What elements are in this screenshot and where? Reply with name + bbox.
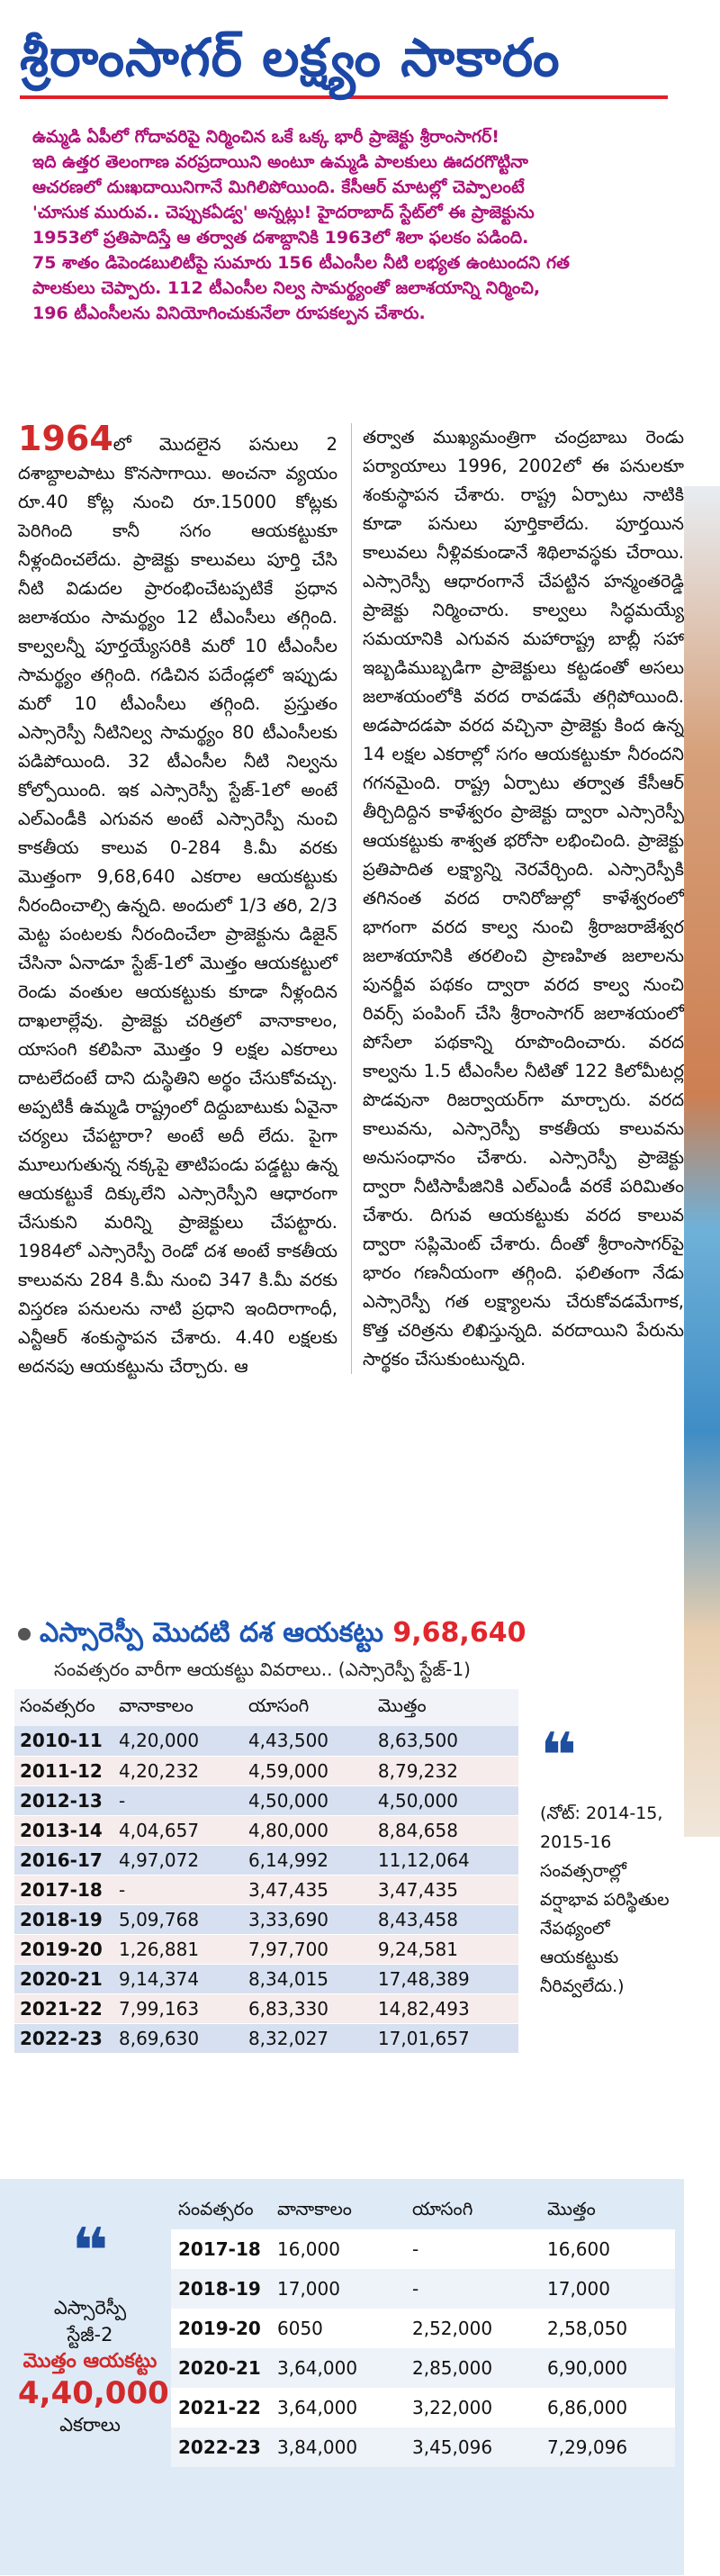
article-column-left xyxy=(18,419,338,1381)
stage1-note xyxy=(522,1719,684,2116)
value-cell: 6,14,992 xyxy=(243,1845,373,1875)
year-cell: 2011-12 xyxy=(14,1756,113,1785)
value-cell: 3,45,096 xyxy=(405,2427,540,2467)
value-cell: 9,24,581 xyxy=(373,1934,518,1964)
table-row xyxy=(14,1815,518,1845)
table-row xyxy=(171,2348,675,2388)
value-cell: 4,50,000 xyxy=(373,1785,518,1815)
year-cell: 2018-19 xyxy=(14,1904,113,1934)
table-row xyxy=(14,1904,518,1934)
stage1-title xyxy=(18,1612,684,1655)
value-cell: 11,12,064 xyxy=(373,1845,518,1875)
value-cell: 4,97,072 xyxy=(113,1845,243,1875)
year-cell: 2010-11 xyxy=(14,1726,113,1756)
stage2-summary xyxy=(18,2214,169,2438)
intro-paragraph xyxy=(18,115,675,335)
value-cell: 6,86,000 xyxy=(540,2388,675,2427)
year-cell: 2019-20 xyxy=(171,2309,270,2348)
stage2-total-label: మొత్తం ఆయకట్టు xyxy=(22,2350,158,2373)
value-cell: 8,84,658 xyxy=(373,1815,518,1845)
table-row xyxy=(14,1934,518,1964)
bullet-icon xyxy=(18,1628,31,1641)
table-row xyxy=(171,2427,675,2467)
value-cell: 8,34,015 xyxy=(243,1964,373,1993)
year-cell: 2022-23 xyxy=(171,2427,270,2467)
value-cell: 2,85,000 xyxy=(405,2348,540,2388)
year-cell: 2017-18 xyxy=(171,2229,270,2269)
value-cell: 8,69,630 xyxy=(113,2023,243,2053)
value-cell: 7,99,163 xyxy=(113,1993,243,2023)
stage2-unit: ఎకరాలు xyxy=(59,2414,121,2436)
value-cell: 4,20,232 xyxy=(113,1756,243,1785)
value-cell: 4,80,000 xyxy=(243,1815,373,1845)
column-header: మొత్తం xyxy=(373,1689,518,1726)
value-cell: 3,47,435 xyxy=(243,1875,373,1904)
article-right-text: తర్వాత ముఖ్యమంత్రిగా చంద్రబాబు రెండు పర్యాయాలు 1996, 2002లో ఈ పనులకూ శంకుస్థాపన చేశారు. రాష్ట్ర ఏర్పాటు నాటికి కూడా పనులు పూర్తికాలేదు. పూర్తయిన కాలువలు నీళ్లివకుండానే శిథిలావస్థకు చేరాయి. ఎస్సారెస్పీ ఆధారంగానే చేపట్టిన హన్మంతరెడ్డి ప్రాజెక్టు నిర్మించారు. కాల్వలు సిద్ధమయ్యే సమయానికి ఎగువన మహారాష్ట్ర బాబ్లీ సహా ఇబ్బడిముబ్బడిగా ప్రాజెక్టులు కట్టడంతో అసలు జలాశయంలోకి వరద రావడమే తగ్గిపోయింది. అడపాదడపా వరద వచ్చినా ప్రాజెక్టు కింద ఉన్న 14 లక్షల ఎకరాల్లో సగం ఆయకట్టుకూ నీరందని గగనమైంది. రాష్ట్ర ఏర్పాటు తర్వాత కేసీఆర్ తీర్చిదిద్దిన కాళేశ్వరం ప్రాజెక్టు ద్వారా ఎస్సారెస్పీ ఆయకట్టుకు శాశ్వత భరోసా లభించింది. ప్రాజెక్టు ప్రతిపాదిత లక్ష్యాన్ని నెరవేర్చింది. ఎస్సారెస్పీకి తగినంత వరద రానిరోజుల్లో కాళేశ్వరంలో భాగంగా వరద కాల్వ నుంచి శ్రీరాజరాజేశ్వర జలాశయానికి తరలించి ప్రాణహిత జలాలను పునర్జీవ పథకం ద్వారా వరద కాల్వ నుంచి రివర్స్ పంపింగ్ చేసి శ్రీరాంసాగర్ జలాశయంలో పోసేలా పథకాన్ని రూపొందించారు. వరద కాల్వను 1.5 టీఎంసీల నీటితో 122 కిలోమీటర్ల పొడవునా రిజర్వాయర్‌గా మార్చారు. వరద కాలువను, ఎస్సారెస్పీ కాకతీయ కాలువను అనుసంధానం చేశారు. ఎస్సారెస్పీ ప్రాజెక్టు ద్వారా నీటిసాపీజినికి ఎల్ఎండీ వరకే పరిమితం చేశారు. దిగువ ఆయకట్టుకు వరద కాలువ ద్వారా సప్లిమెంట్ చేశారు. దీంతో శ్రీరాంసాగర్‌పై భారం గణనీయంగా తగ్గింది. ఫలితంగా నేడు ఎస్సారెస్పీ గత లక్ష్యాలను చేరుకోవడమేగాక, కొత్త చరిత్రను లిఖిస్తున్నది. వరదాయిని పేరును సార్థకం చేసుకుంటున్నది. xyxy=(363,427,684,1369)
table-row xyxy=(14,1964,518,1993)
value-cell: 16,000 xyxy=(270,2229,405,2269)
table-row xyxy=(14,1845,518,1875)
table-row xyxy=(14,1785,518,1815)
value-cell: 3,64,000 xyxy=(270,2348,405,2388)
intro-line: 75 శాతం డిపెండబులిటీపై సుమారు 156 టీఎంసీల నీటి లభ్యత ఉంటుందని గత xyxy=(32,253,570,273)
table-row xyxy=(14,1726,518,1756)
value-cell: 2,58,050 xyxy=(540,2309,675,2348)
value-cell: 2,52,000 xyxy=(405,2309,540,2348)
quote-icon: ❝ xyxy=(71,2214,109,2288)
stage2-label: ఎస్సారెస్పీ xyxy=(53,2297,127,2318)
stage1-title-text: ఎస్సారెస్పీ మొదటి దశ ఆయకట్టు xyxy=(40,1617,383,1649)
value-cell: 4,04,657 xyxy=(113,1815,243,1845)
value-cell: 6050 xyxy=(270,2309,405,2348)
year-cell: 2016-17 xyxy=(14,1845,113,1875)
intro-line: ఆచరణలో దుఃఖదాయినిగానే మిగిలిపోయింది. కేసీఆర్ మాటల్లో చెప్పాలంటే xyxy=(32,177,525,197)
value-cell: 16,600 xyxy=(540,2229,675,2269)
column-header: సంవత్సరం xyxy=(178,2197,254,2219)
intro-line: ఉమ్మడి ఏపీలో గోదావరిపై నిర్మించిన ఒకే ఒక్క భారీ ప్రాజెక్టు శ్రీరాంసాగర్! xyxy=(32,127,500,147)
column-header: వానాకాలం xyxy=(277,2197,352,2219)
table-row xyxy=(14,1875,518,1904)
table-row xyxy=(171,2388,675,2427)
value-cell: 4,20,000 xyxy=(113,1726,243,1756)
table-row xyxy=(14,1756,518,1785)
value-cell: 17,48,389 xyxy=(373,1964,518,1993)
headline: శ్రీరాంసాగర్ లక్ష్యం సాకారం xyxy=(20,16,668,99)
table-header-row xyxy=(14,1689,518,1726)
value-cell: 3,84,000 xyxy=(270,2427,405,2467)
value-cell: 17,000 xyxy=(540,2269,675,2309)
value-cell: 4,59,000 xyxy=(243,1756,373,1785)
right-margin xyxy=(684,0,720,2576)
value-cell: 17,01,657 xyxy=(373,2023,518,2053)
year-cell: 2020-21 xyxy=(14,1964,113,1993)
value-cell: 8,63,500 xyxy=(373,1726,518,1756)
value-cell: 7,29,096 xyxy=(540,2427,675,2467)
value-cell: 1,26,881 xyxy=(113,1934,243,1964)
year-cell: 2022-23 xyxy=(14,2023,113,2053)
value-cell: 3,22,000 xyxy=(405,2388,540,2427)
value-cell: - xyxy=(113,1785,243,1815)
year-cell: 2021-22 xyxy=(14,1993,113,2023)
column-header: మొత్తం xyxy=(547,2197,596,2219)
note-text: (నోట్: 2014-15, 2015-16 సంవత్సరాల్లో వర్షాభావ పరిస్థితుల నేపథ్యంలో ఆయకట్టుకు నీరివ్వలేదు.) xyxy=(540,1803,670,1996)
article-column-right xyxy=(351,423,684,1374)
table-header-row xyxy=(171,2192,675,2229)
quote-icon: ❝ xyxy=(540,1719,578,1793)
value-cell: 14,82,493 xyxy=(373,1993,518,2023)
stage2-table xyxy=(171,2192,675,2467)
value-cell: 4,43,500 xyxy=(243,1726,373,1756)
value-cell: 6,83,330 xyxy=(243,1993,373,2023)
value-cell: 8,79,232 xyxy=(373,1756,518,1785)
year-cell: 2013-14 xyxy=(14,1815,113,1845)
year-cell: 2020-21 xyxy=(171,2348,270,2388)
stage2-total-value: 4,40,000 xyxy=(18,2375,169,2411)
beach-photo xyxy=(684,486,720,1837)
table-row xyxy=(171,2229,675,2269)
value-cell: 9,14,374 xyxy=(113,1964,243,1993)
stage2-label-stage: స్టేజీ-2 xyxy=(67,2324,113,2346)
intro-line: పాలకులు చెప్పారు. 112 టీఎంసీల నిల్వ సామర్థ్యంతో జలాశయాన్ని నిర్మించి, xyxy=(32,278,541,298)
column-header: వానాకాలం xyxy=(113,1689,243,1726)
table-row xyxy=(171,2269,675,2309)
stage1-title-number: 9,68,640 xyxy=(392,1617,526,1649)
column-header: యాసంగి xyxy=(412,2197,473,2219)
value-cell: - xyxy=(405,2229,540,2269)
year-cell: 2018-19 xyxy=(171,2269,270,2309)
value-cell: - xyxy=(113,1875,243,1904)
value-cell: 3,47,435 xyxy=(373,1875,518,1904)
value-cell: 5,09,768 xyxy=(113,1904,243,1934)
table-row xyxy=(14,1993,518,2023)
year-cell: 2021-22 xyxy=(171,2388,270,2427)
stage1-subtitle: సంవత్సరం వారీగా ఆయకట్టు వివరాలు.. (ఎస్సారెస్పీ స్టేజ్-1) xyxy=(54,1659,471,1680)
value-cell: 3,33,690 xyxy=(243,1904,373,1934)
stage1-table xyxy=(14,1689,518,2054)
value-cell: 7,97,700 xyxy=(243,1934,373,1964)
column-header: యాసంగి xyxy=(243,1689,373,1726)
table-row xyxy=(14,2023,518,2053)
value-cell: - xyxy=(405,2269,540,2309)
value-cell: 4,50,000 xyxy=(243,1785,373,1815)
intro-line: 196 టీఎంసీలను వినియోగించుకునేలా రూపకల్పన చేశారు. xyxy=(32,303,426,323)
value-cell: 8,43,458 xyxy=(373,1904,518,1934)
year-cell: 2012-13 xyxy=(14,1785,113,1815)
year-cell: 2017-18 xyxy=(14,1875,113,1904)
table-row xyxy=(171,2309,675,2348)
value-cell: 6,90,000 xyxy=(540,2348,675,2388)
intro-line: 'చూసుక మురువ.. చెప్పుకఏడ్వ' అన్నట్లు! హైదరాబాద్ స్టేట్‌లో ఈ ప్రాజెక్టును xyxy=(32,203,535,222)
column-header: సంవత్సరం xyxy=(14,1689,113,1726)
intro-line: 1953లో ప్రతిపాదిస్తే ఆ తర్వాత దశాబ్దానికి 1963లో శిలా ఫలకం పడింది. xyxy=(32,228,529,248)
article-left-text: లో మొదలైన పనులు 2 దశాబ్దాలపాటు కొనసాగాయి. అంచనా వ్యయం రూ.40 కోట్ల నుంచి రూ.15000 కోట్లకు పెరిగింది కానీ సగం ఆయకట్టుకూ నీళ్లందించలేదు. ప్రాజెక్టు కాలువలు పూర్తి చేసి నీటి విడుదల ప్రారంభించేటప్పటికే ప్రధాన జలాశయం సామర్థ్యం 12 టీఎంసీలు తగ్గింది. కాల్వలన్నీ పూర్తయ్యేసరికి మరో 10 టీఎంసీల సామర్థ్యం తగ్గింది. గడిచిన పదేండ్లలో ఇప్పుడు మరో 10 టీఎంసీలు తగ్గింది. ప్రస్తుతం ఎస్సారెస్పీ నీటినిల్వ సామర్థ్యం 80 టీఎంసీలకు పడిపోయింది. 32 టీఎంసీల నీటి నిల్వను కోల్పోయింది. ఇక ఎస్సారెస్పీ స్టేజ్-1లో అంటే ఎల్ఎండీకి ఎగువన అంటే ఎస్సారెస్పీ నుంచి కాకతీయ కాలువ 0-284 కి.మీ వరకు మొత్తంగా 9,68,640 ఎకరాల ఆయకట్టుకు నీరందించాల్సి ఉన్నది. అందులో 1/3 తరి, 2/3 మెట్ట పంటలకు నీరందించేలా ప్రాజెక్టును డిజైన్ చేసినా ఏనాడూ స్టేజ్-1లో మొత్తం ఆయకట్టులో రెండు వంతుల ఆయకట్టుకు కూడా నీళ్లందిన దాఖలాల్లేవు. ప్రాజెక్టు చరిత్రలో వానాకాలం, యాసంగి కలిపినా మొత్తం 9 లక్షల ఎకరాలు దాటలేదంటే దాని దుస్థితిని అర్థం చేసుకోవచ్చు. అప్పటికీ ఉమ్మడి రాష్ట్రంలో దిద్దుబాటుకు ఏవైనా చర్యలు చేపట్టారా? అంటే అదీ లేదు. పైగా మూలుగుతున్న నక్కపై తాటిపండు పడ్డట్టు ఉన్న ఆయకట్టుకే దిక్కులేని ఎస్సారెస్పీని ఆధారంగా చేసుకుని మరిన్ని ప్రాజెక్టులు చేపట్టారు. 1984లో ఎస్సారెస్పీ రెండో దశ అంటే కాకతీయ కాలువను 284 కి.మీ నుంచి 347 కి.మీ వరకు విస్తరణ పనులను నాటి ప్రధాని ఇందిరాగాంధీ, ఎన్టీఆర్ శంకుస్థాపన చేశారు. 4.40 లక్షలకు అదనపు ఆయకట్టును చేర్చారు. ఆ xyxy=(18,434,338,1377)
intro-line: ఇది ఉత్తర తెలంగాణ వరప్రదాయిని అంటూ ఉమ్మడి పాలకులు ఊదరగొట్టినా xyxy=(32,152,528,172)
value-cell: 8,32,027 xyxy=(243,2023,373,2053)
article-body xyxy=(18,419,684,1603)
year-cell: 2019-20 xyxy=(14,1934,113,1964)
value-cell: 17,000 xyxy=(270,2269,405,2309)
value-cell: 3,64,000 xyxy=(270,2388,405,2427)
drop-year: 1964 xyxy=(18,419,113,458)
